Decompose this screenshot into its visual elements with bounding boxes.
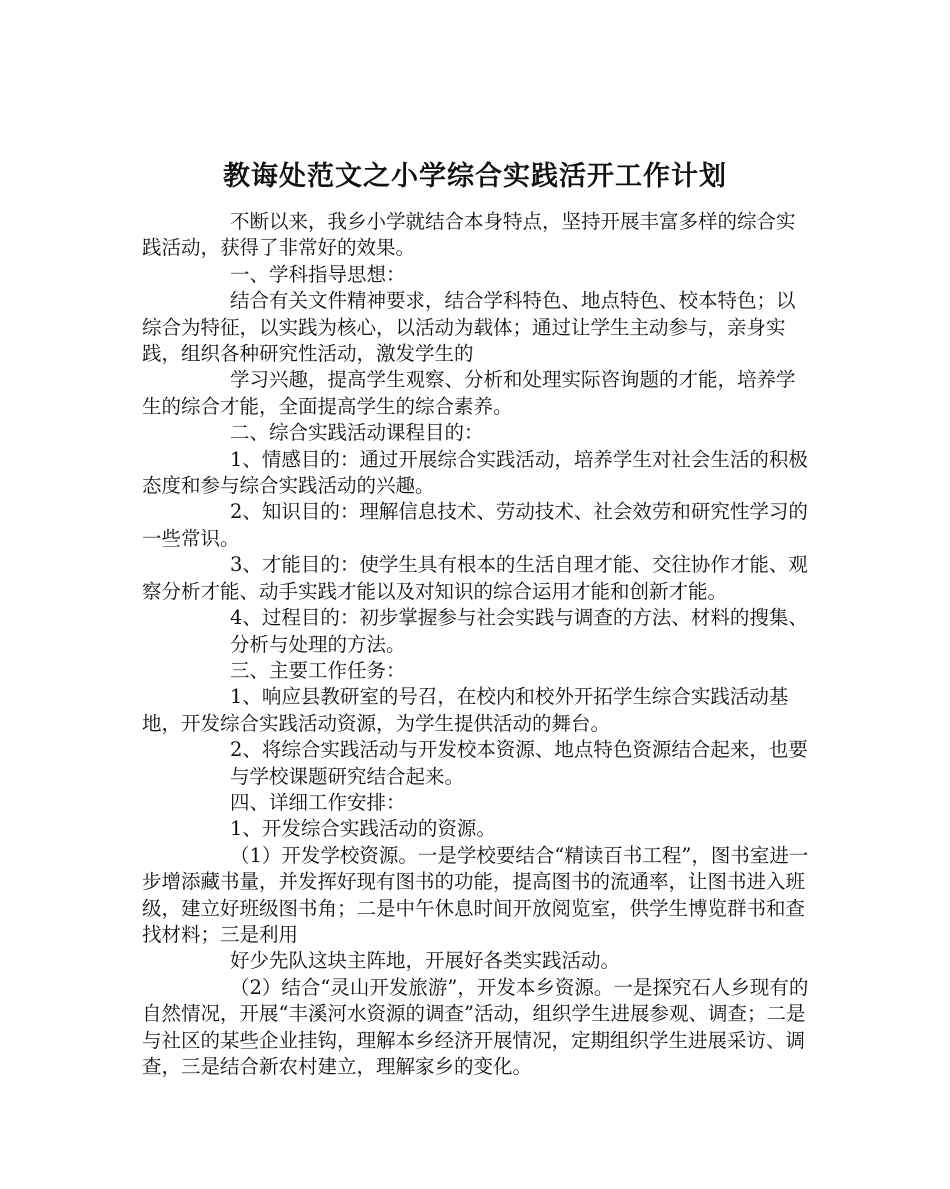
paragraph: 学习兴趣，提高学生观察、分析和处理实际咨询题的才能，培养学生的综合才能，全面提高学生的综合素养。 xyxy=(142,368,796,418)
paragraph: 1、响应县教研室的号召，在校内和校外开拓学生综合实践活动基地，开发综合实践活动资源，为学生提供活动的舞台。 xyxy=(142,685,789,735)
paragraph: （1）开发学校资源。一是学校要结合“精读百书工程”，图书室进一步增添藏书量，并发挥好现有图书的功能，提高图书的流通率，让图书进入班级，建立好班级图书角；二是中午休息时间开放阅览室，供学生博览群书和查找材料；三是利用 xyxy=(142,843,809,946)
paragraph: 结合有关文件精神要求，结合学科特色、地点特色、校本特色；以综合为特征，以实践为核心，以活动为载体；通过让学生主动参与，亲身实践，组织各种研究性活动，激发学生的 xyxy=(142,289,796,366)
paragraph: 不断以来，我乡小学就结合本身特点，坚持开展丰富多样的综合实践活动，获得了非常好的效果。 xyxy=(142,210,796,260)
paragraph: 1、情感目的：通过开展综合实践活动，培养学生对社会生活的积极态度和参与综合实践活动的兴趣。 xyxy=(142,447,808,498)
paragraph: 2、将综合实践活动与开发校本资源、地点特色资源结合起来，也要与学校课题研究结合起来。 xyxy=(230,738,808,788)
paragraph: 四、详细工作安排： xyxy=(230,790,406,814)
paragraph: 二、综合实践活动课程目的： xyxy=(230,421,484,445)
page-title: 教诲处范文之小学综合实践活开工作计划 xyxy=(223,161,727,193)
paragraph: 一、学科指导思想： xyxy=(230,262,406,286)
document-body xyxy=(142,209,847,1080)
paragraph: 三、主要工作任务： xyxy=(230,658,406,682)
paragraph: （2）结合“灵山开发旅游”，开发本乡资源。一是探究石人乡现有的自然情况，开展“丰溪河水资源的调查”活动，组织学生进展参观、调查；二是与社区的某些企业挂钩，理解本乡经济开展情况，定期组织学生进展采访、调查，三是结合新农村建立，理解家乡的变化。 xyxy=(142,975,809,1078)
paragraph: 4、过程目的：初步掌握参与社会实践与调查的方法、材料的搜集、分析与处理的方法。 xyxy=(230,606,808,656)
paragraph: 1、开发综合实践活动的资源。 xyxy=(230,817,496,841)
paragraph: 3、才能目的：使学生具有根本的生活自理才能、交往协作才能、观 察分析才能、动手实践才能以及对知识的综合运用才能和创新才能。 xyxy=(142,553,847,603)
paragraph: 好少先队这块主阵地，开展好各类实践活动。 xyxy=(230,949,621,973)
paragraph: 2、知识目的：理解信息技术、劳动技术、社会效劳和研究性学习的一些常识。 xyxy=(142,500,808,550)
